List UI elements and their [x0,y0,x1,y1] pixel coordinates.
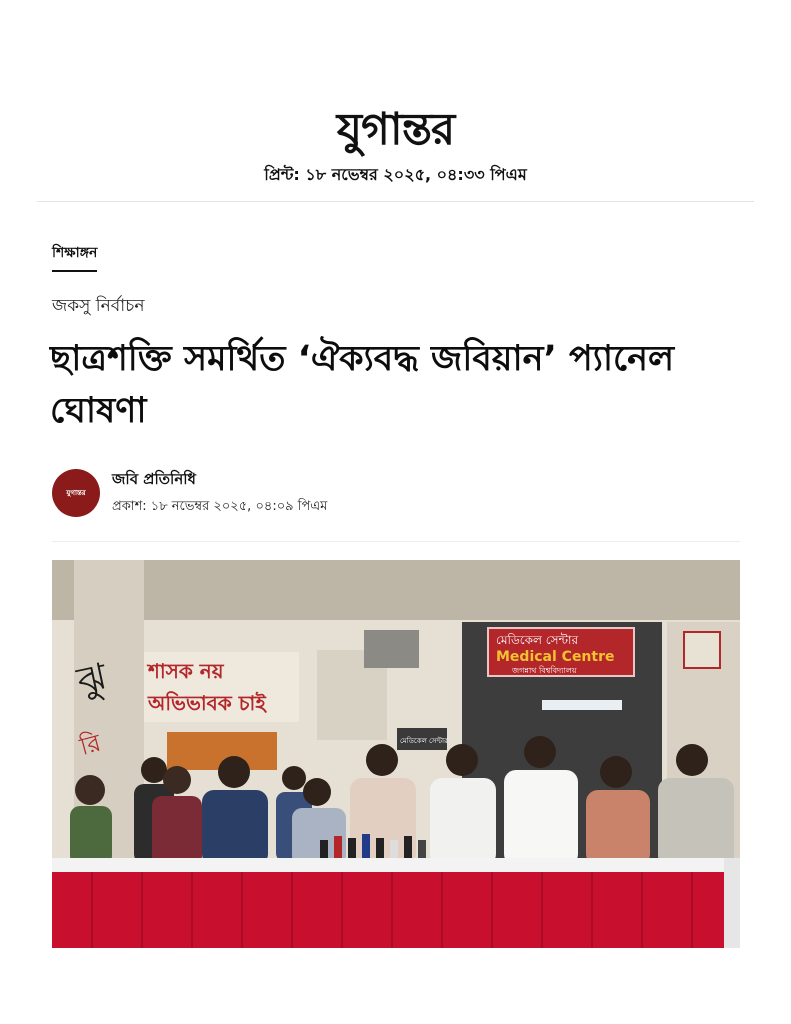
sign-en: Medical Centre [496,649,615,665]
sign-bn: মেডিকেল সেন্টার [496,633,579,647]
byline-divider [52,541,740,542]
author-byline [52,468,327,518]
banner-line-2: অভিভাবক চাই [148,691,266,715]
photo-edge [724,858,740,948]
category-label[interactable]: শিক্ষাঙ্গন [52,241,97,272]
graffiti-mark: ঝু [73,654,111,704]
publish-date: প্রকাশ: ১৮ নভেম্বর ২০২৫, ০৪:০৯ পিএম [112,499,328,514]
ceiling-light [542,700,622,710]
print-date: প্রিন্ট: ১৮ নভেম্বর ২০২৫, ০৪:৩৩ পিএম [264,165,527,184]
author-avatar [52,469,100,517]
table-skirt [52,872,724,948]
table-top [52,858,724,872]
emblem [684,632,720,668]
press-conference-photo [52,560,740,948]
sign-sub: জগন্নাথ বিশ্ববিদ্যালয় [512,666,577,675]
ceiling [52,560,740,620]
article-kicker: জকসু নির্বাচন [52,296,145,316]
avatar-logo-text: যুগান্তর [66,489,86,497]
graffiti-red: রি [76,728,104,761]
masthead [0,100,791,189]
small-sign-text: মেডিকেল সেন্টার [400,737,448,745]
wall-box [364,630,419,668]
site-logo[interactable]: যুগান্তর [336,104,455,155]
article-photo [52,560,740,948]
header-divider [37,201,754,202]
author-meta [112,468,327,518]
article-headline: ছাত্রশক্তি সমর্থিত ‘ঐক্যবদ্ধ জবিয়ান’ প্যানেল ঘোষণা [50,339,675,431]
author-name[interactable]: জবি প্রতিনিধি [112,470,196,488]
banner-line-1: শাসক নয় [148,659,224,683]
